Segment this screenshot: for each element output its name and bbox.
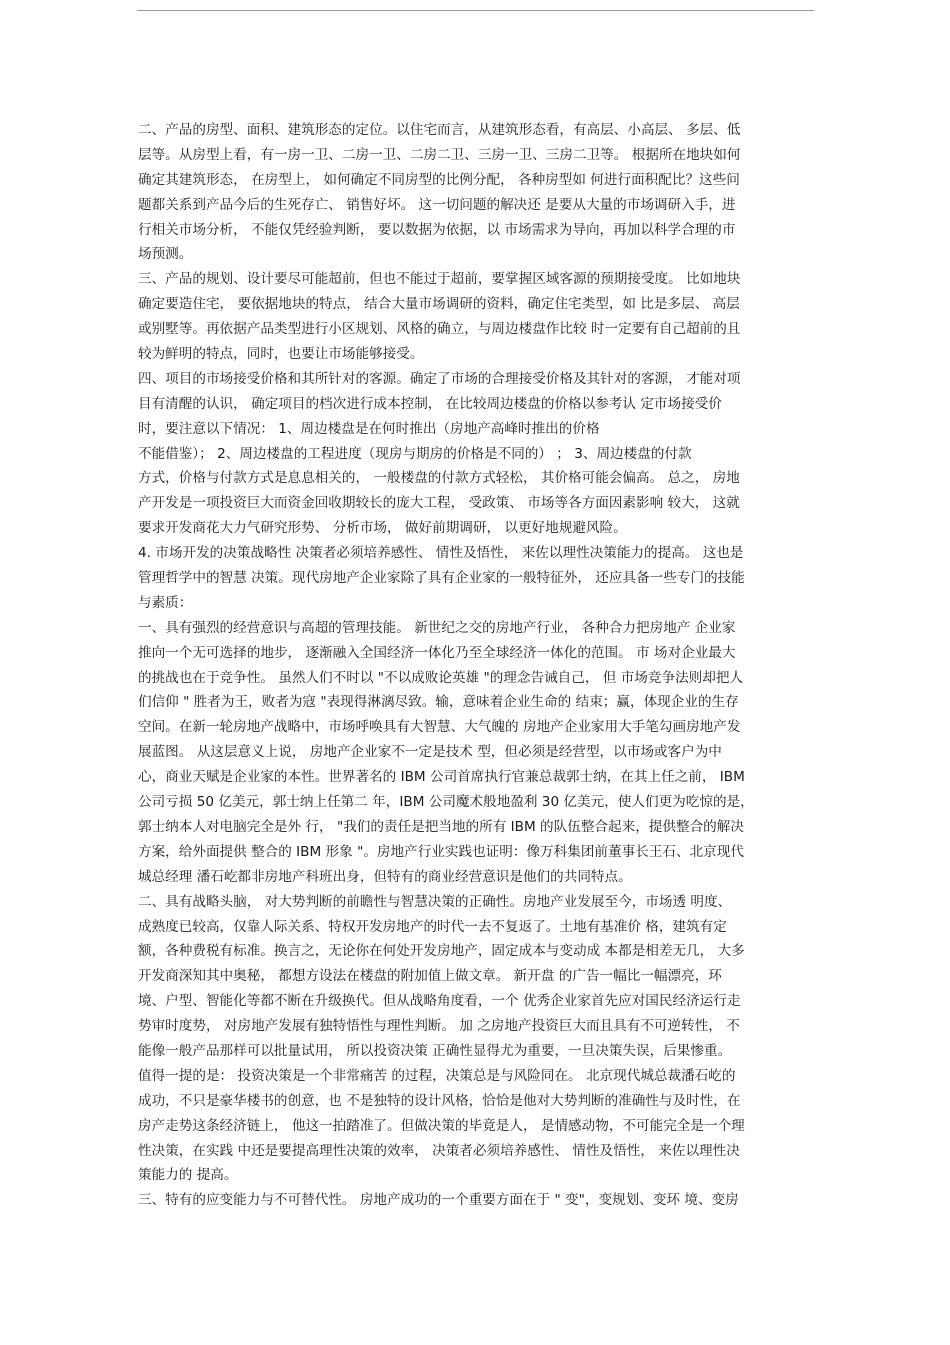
text-line: 层等。从房型上看，有一房一卫、二房一卫、二房二卫、三房一卫、三房二卫等。 根据所在地块如何 [138, 146, 741, 163]
text-line: 一、具有强烈的经营意识与高超的管理技能。 新世纪之交的房地产行业， 各种合力把房地产 企业家 [138, 619, 736, 636]
text-line: 城总经理 潘石屹都非房地产科班出身，但特有的商业经营意识是他们的共同特点。 [138, 868, 632, 885]
text-line: 心，商业天赋是企业家的本性。世界著名的 IBM 公司首席执行官兼总裁郭士纳，在其上任之前， IBM [138, 769, 745, 786]
text-line: 推向一个无可选择的地步， 逐渐融入全国经济一体化乃至全球经济一体化的范围。 市 场对企业最大 [138, 644, 736, 661]
text-line: 成熟度已较高，仅靠人际关系、特权开发房地产的时代一去不复返了。土地有基准价 格，建筑有定 [138, 918, 727, 935]
text-line: 时，要注意以下情况： 1、周边楼盘是在何时推出（房地产高峰时推出的价格 [138, 420, 600, 437]
text-line: 郭士纳本人对电脑完全是外 行， "我们的责任是把当地的所有 IBM 的队伍整合起来，提供整合的解决 [138, 818, 744, 835]
text-line: 三、特有的应变能力与不可替代性。 房地产成功的一个重要方面在于 " 变"，变规划、变环 境、变房 [138, 1192, 739, 1209]
text-line: 能像一般产品那样可以批量试用， 所以投资决策 正确性显得尤为重要，一旦决策失误，后果惨重。 [138, 1042, 732, 1059]
document-body [138, 118, 814, 1213]
header-rule [137, 10, 814, 11]
text-line: 较为鲜明的特点，同时，也要让市场能够接受。 [138, 346, 424, 363]
text-line: 空间。在新一轮房地产战略中，市场呼唤具有大智慧、大气魄的 房地产企业家用大手笔勾画房地产发 [138, 719, 741, 736]
text-line: 确定要造住宅， 要依据地块的特点， 结合大量市场调研的资料，确定住宅类型，如 比是多层、 高层 [138, 296, 740, 313]
text-line: 开发商深知其中奥秘， 都想方设法在楼盘的附加值上做文章。 新开盘 的广告一幅比一幅漂亮，环 [138, 968, 722, 985]
text-line: 产开发是一项投资巨大而资金回收期较长的庞大工程， 受政策、 市场等各方面因素影响 较大， 这就 [138, 495, 740, 512]
text-line: 或别墅等。再依据产品类型进行小区规划、风格的确立，与周边楼盘作比较 时一定要有自己超前的且 [138, 321, 741, 338]
text-line: 们信仰 " 胜者为王，败者为寇 "表现得淋漓尽致。输，意味着企业生命的 结束；赢，体现企业的生存 [138, 694, 739, 711]
text-line: 性决策，在实践 中还是要提高理性决策的效率， 决策者必须培养感性、 情性及悟性， 来佐以理性决 [138, 1142, 740, 1159]
text-line: 目有清醒的认识， 确定项目的档次进行成本控制， 在比较周边楼盘的价格以参考认 定市场接受价 [138, 395, 722, 412]
text-line: 与素质： [138, 594, 193, 611]
text-line: 二、产品的房型、面积、建筑形态的定位。以住宅而言，从建筑形态看，有高层、小高层、 多层、低 [138, 122, 741, 138]
text-line: 房产走势这条经济链上， 他这一拍踏准了。但做决策的毕竟是人， 是情感动物，不可能完全是一个理 [138, 1117, 745, 1134]
text-line: 管理哲学中的智慧 决策。现代房地产企业家除了具有企业家的一般特征外， 还应具备一些专门的技能 [138, 570, 745, 587]
text-line: 展蓝图。 从这层意义上说， 房地产企业家不一定是技术 型，但必须是经营型，以市场或客户为中 [138, 744, 722, 761]
text-line: 方式，价格与付款方式是息息相关的， 一般楼盘的付款方式轻松， 其价格可能会偏高。 总之， 房地 [138, 470, 740, 487]
text-line: 场预测。 [138, 246, 193, 263]
text-line: 二、具有战略头脑， 对大势判断的前瞻性与智慧决策的正确性。房地产业发展至今，市场透 明度、 [138, 893, 732, 910]
text-line: 公司亏损 50 亿美元，郭士纳上任第二 年，IBM 公司魔术般地盈利 30 亿美元，使人们更为吃惊的是， [138, 794, 754, 811]
text-line: 成功，不只是豪华楼书的创意，也 不是独特的设计风格，恰恰是他对大势判断的准确性与及时性，在 [138, 1092, 741, 1109]
text-line: 势审时度势， 对房地产发展有独特悟性与理性判断。 加 之房地产投资巨大而且具有不可逆转性， 不 [138, 1018, 740, 1035]
text-line: 的挑战也在于竞争性。 虽然人们不时以 "不以成败论英雄 "的理念告诫自己， 但 市场竞争法则却把人 [138, 669, 744, 686]
text-line: 不能借鉴）； 2、周边楼盘的工程进度（现房与期房的价格是不同的） ； 3、周边楼盘的付款 [138, 445, 692, 462]
text-line: 四、项目的市场接受价格和其所针对的客源。确定了市场的合理接受价格及其针对的客源， 才能对项 [138, 370, 741, 387]
text-line: 确定其建筑形态， 在房型上， 如何确定不同房型的比例分配， 各种房型如 何进行面积配比？这些问 [138, 171, 740, 188]
text-line: 方案，给外面提供 整合的 IBM 形象 "。房地产行业实践也证明：像万科集团前董事长王石、北京现代 [138, 843, 744, 860]
text-line: 行相关市场分析， 不能仅凭经验判断， 要以数据为依据，以 市场需求为导向，再加以科学合理的市 [138, 221, 736, 238]
text-line: 题都关系到产品今后的生死存亡、 销售好坏。 这一切问题的解决还 是要从大量的市场调研入手，进 [138, 196, 736, 213]
text-line: 境、户型、智能化等都不断在升级换代。但从战略角度看，一个 优秀企业家首先应对国民经济运行走 [138, 993, 741, 1010]
text-line: 策能力的 提高。 [138, 1167, 238, 1184]
text-line: 值得一提的是： 投资决策是一个非常痛苦 的过程，决策总是与风险同在。 北京现代城总裁潘石屹的 [138, 1067, 736, 1084]
text-line: 要求开发商花大力气研究形势、 分析市场， 做好前期调研， 以更好地规避风险。 [138, 520, 627, 537]
text-line: 三、产品的规划、设计要尽可能超前，但也不能过于超前，要掌握区域客源的预期接受度。 比如地块 [138, 271, 741, 288]
text-line: 额，各种费税有标准。换言之，无论你在何处开发房地产，固定成本与变动成 本都是相差无几， 大多 [138, 943, 745, 960]
text-line: 4. 市场开发的决策战略性 决策者必须培养感性、 情性及悟性， 来佐以理性决策能力的提高。 这也是 [138, 545, 744, 562]
